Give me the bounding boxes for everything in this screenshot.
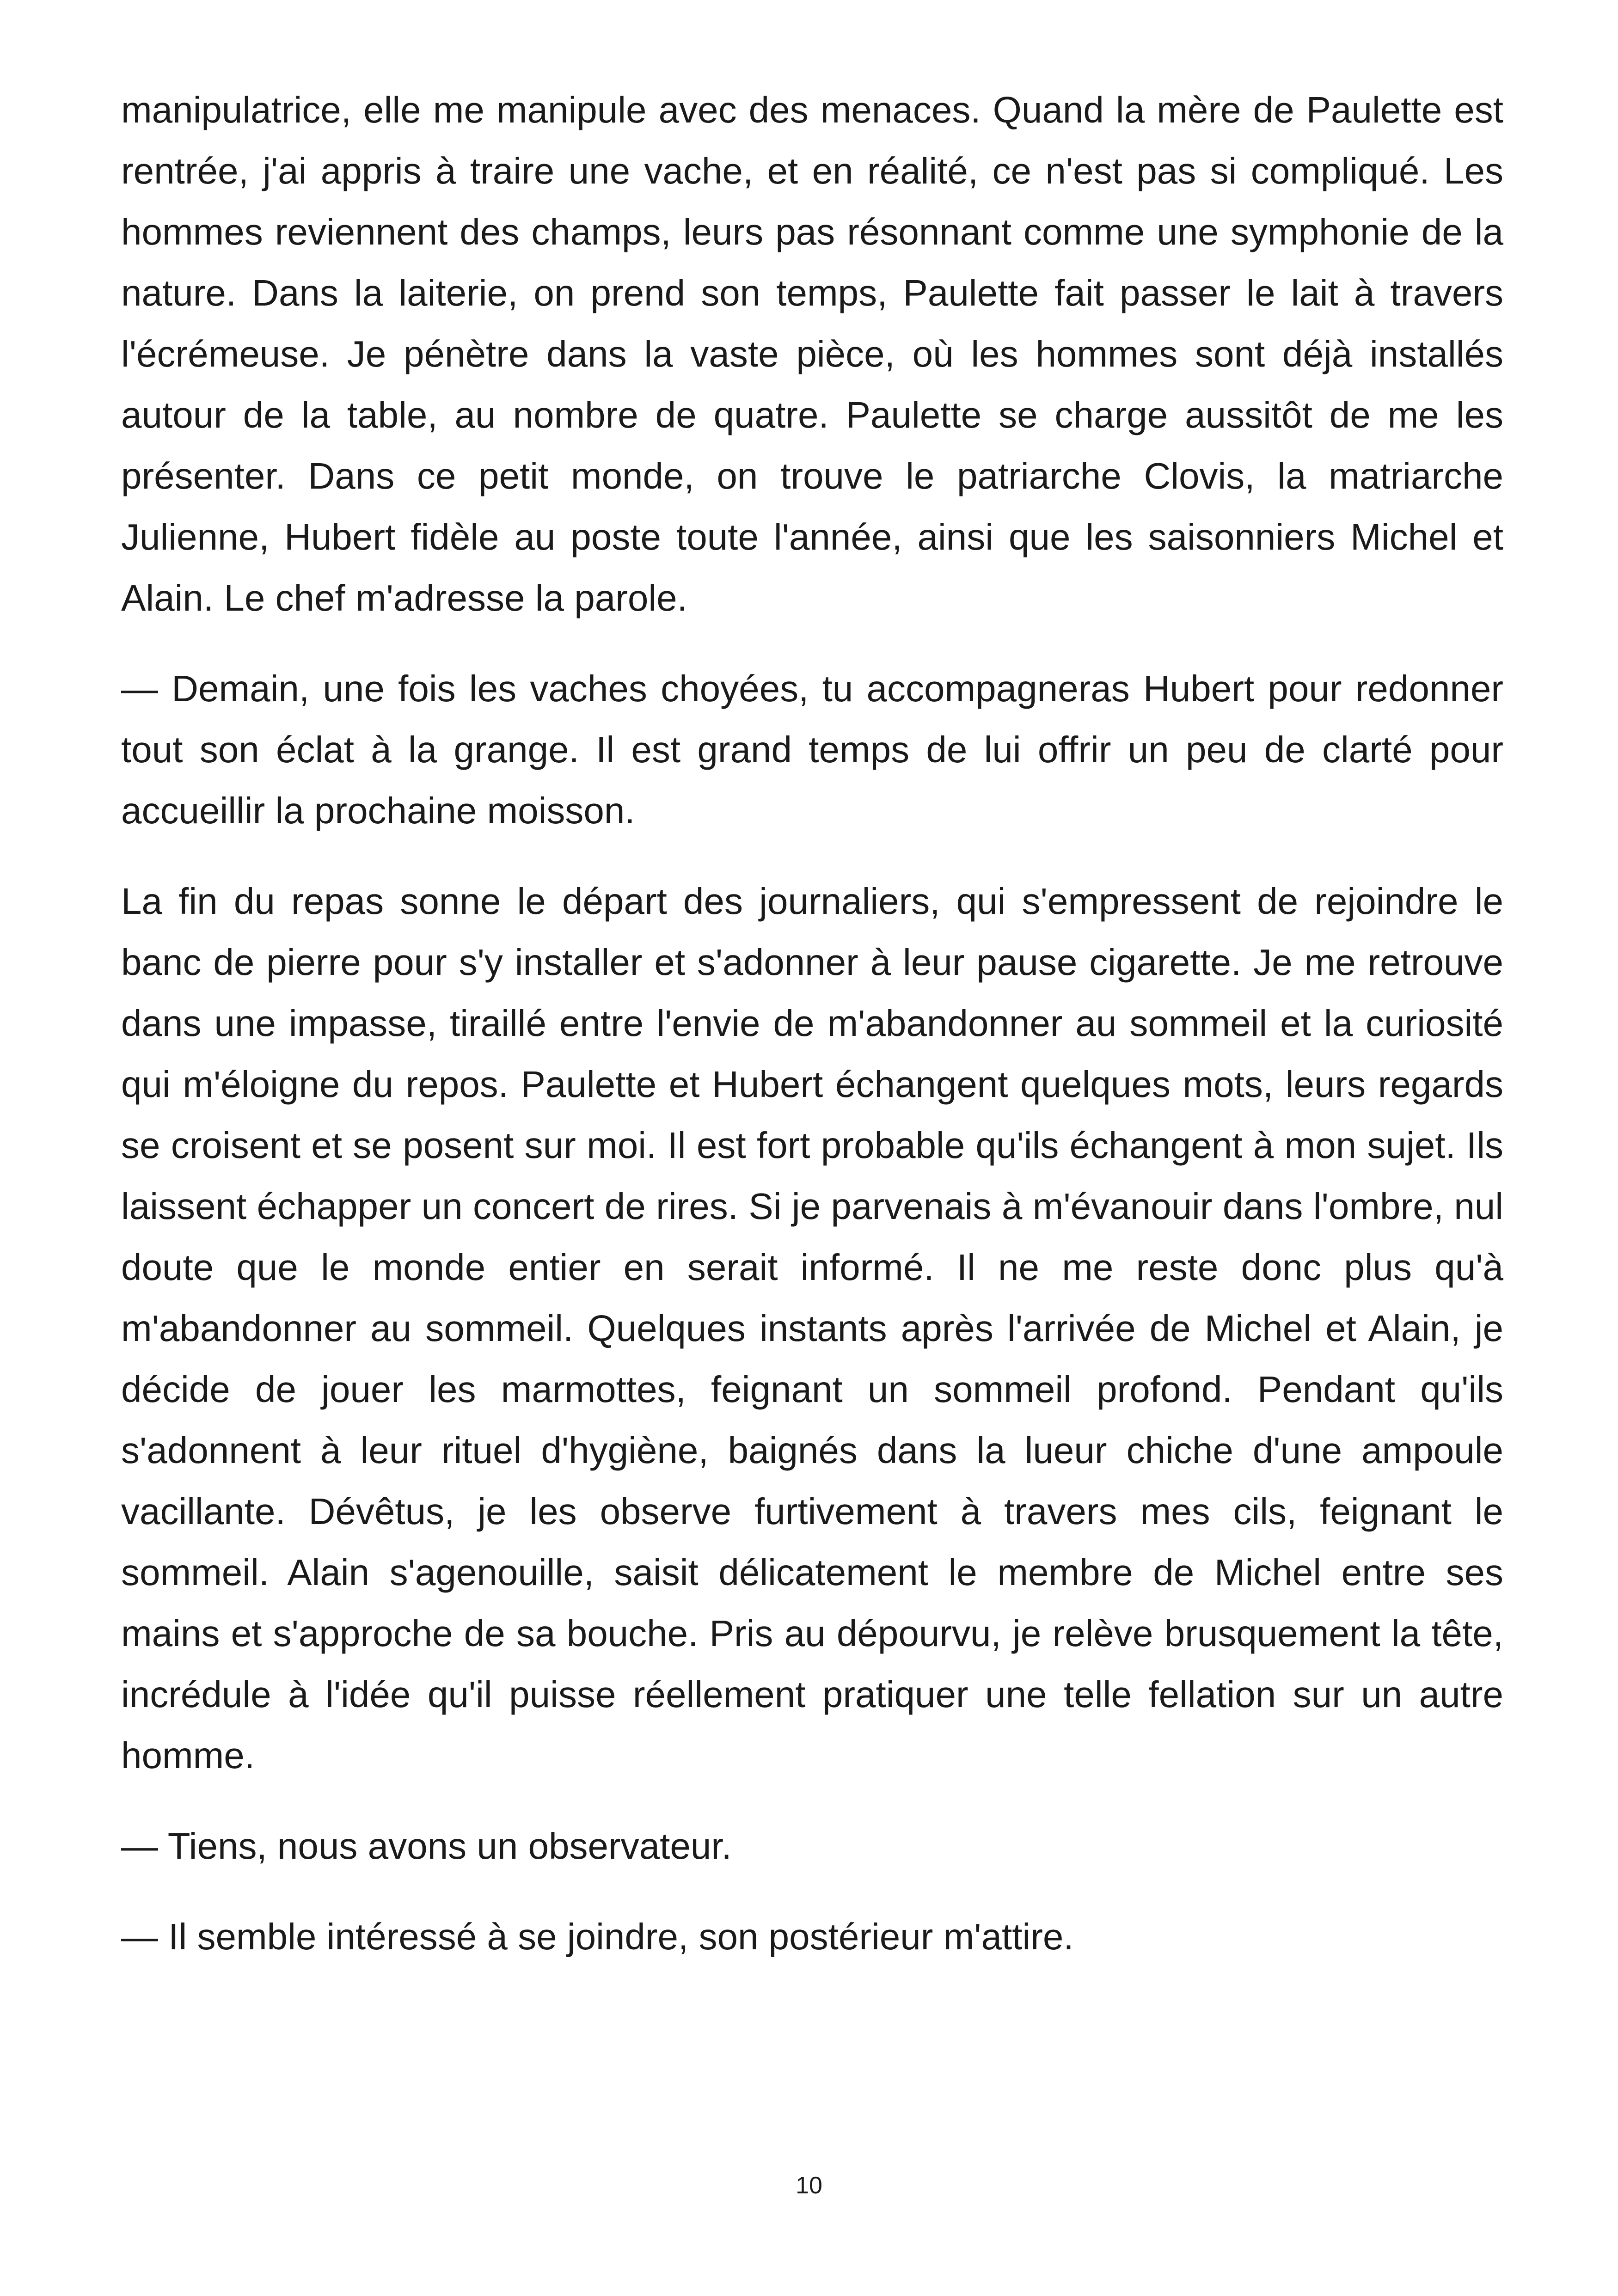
paragraph-narration-2: La fin du repas sonne le départ des journaliers, qui s'empressent de rejoindre le banc de pierre pour s'y installer et s'adonner à leur pause cigarette. Je me retrouve dans une impasse, tiraillé entre l'envie de m'abandonner au sommeil et la curiosité qui m'éloigne du repos. Paulette et Hubert échangent quelques mots, leurs regards se croisent et se posent sur moi. Il est fort probable qu'ils échangent à mon sujet. Ils laissent échapper un concert de rires. Si je parvenais à m'évanouir dans l'ombre, nul doute que le monde entier en serait informé. Il ne me reste donc plus qu'à m'abandonner au sommeil. Quelques instants après l'arrivée de Michel et Alain, je décide de jouer les marmottes, feignant un sommeil profond. Pendant qu'ils s'adonnent à leur rituel d'hygiène, baignés dans la lueur chiche d'une ampoule vacillante. Dévêtus, je les observe furtivement à travers mes cils, feignant le sommeil. Alain s'agenouille, saisit délicatement le membre de Michel entre ses mains et s'approche de sa bouche. Pris au dépourvu, je relève brusquement la tête, incrédule à l'idée qu'il puisse réellement pratiquer une telle fellation sur un autre homme.: [121, 881, 1503, 1776]
paragraph-narration-1: manipulatrice, elle me manipule avec des menaces. Quand la mère de Paulette est rentrée, j'ai appris à traire une vache, et en réalité, ce n'est pas si compliqué. Les hommes reviennent des champs, leurs pas résonnant comme une symphonie de la nature. Dans la laiterie, on prend son temps, Paulette fait passer le lait à travers l'écrémeuse. Je pénètre dans la vaste pièce, où les hommes sont déjà installés autour de la table, au nombre de quatre. Paulette se charge aussitôt de me les présenter. Dans ce petit monde, on trouve le patriarche Clovis, la matriarche Julienne, Hubert fidèle au poste toute l'année, ainsi que les saisonniers Michel et Alain. Le chef m'adresse la parole.: [121, 89, 1503, 618]
paragraph-dialogue-1: — Demain, une fois les vaches choyées, tu accompagneras Hubert pour redonner tout son éclat à la grange. Il est grand temps de lui offrir un peu de clarté pour accueillir la prochaine moisson.: [121, 668, 1503, 831]
page-body: [121, 80, 1503, 1997]
page-number: 10: [796, 2172, 822, 2199]
paragraph-dialogue-3: — Il semble intéressé à se joindre, son postérieur m'attire.: [121, 1916, 1074, 1957]
paragraph-dialogue-2: — Tiens, nous avons un observateur.: [121, 1825, 732, 1867]
